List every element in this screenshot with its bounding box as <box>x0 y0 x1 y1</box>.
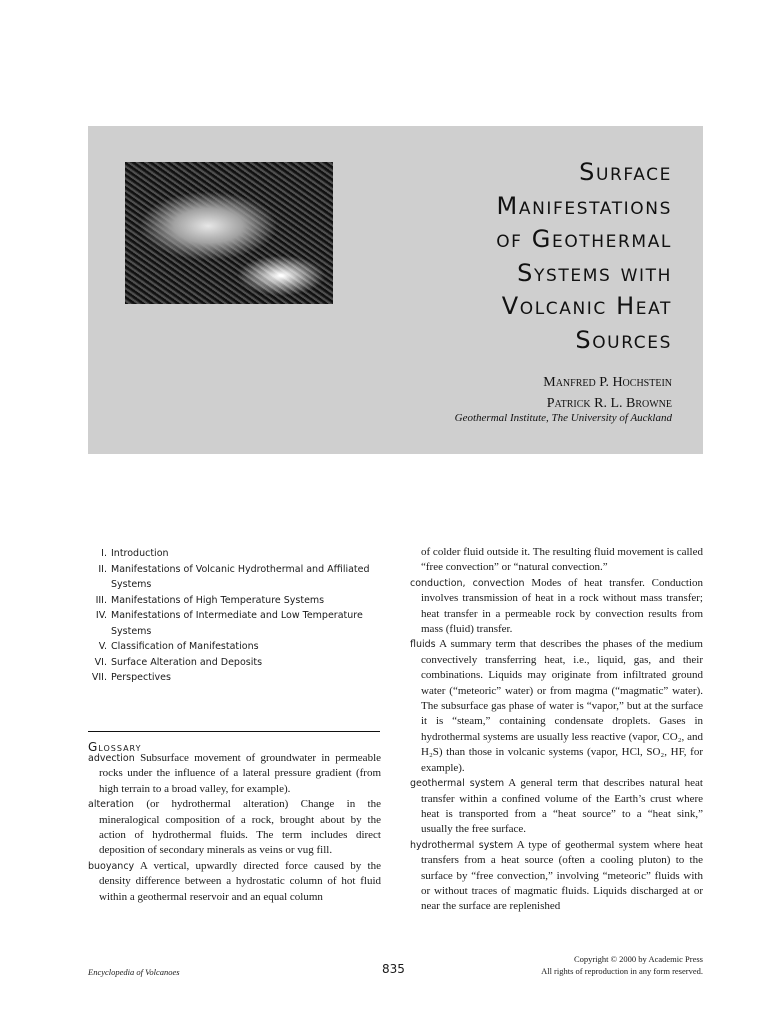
chapter-title <box>496 156 672 357</box>
glossary-term: fluids <box>410 639 436 651</box>
toc-label: Manifestations of Intermediate and Low Temperature Systems <box>111 610 363 637</box>
glossary-heading: Glossary <box>88 740 142 754</box>
toc-label: Introduction <box>111 548 169 559</box>
glossary-entry <box>410 776 703 838</box>
toc-item <box>88 546 380 562</box>
toc-number: I. <box>101 548 107 559</box>
title-line: Manifestations <box>496 191 672 220</box>
glossary-continuation: of colder fluid outside it. The resulting fluid movement is called “free convection” or “natural convection.” <box>421 546 703 574</box>
glossary-term: advection <box>88 753 135 764</box>
authors <box>543 372 672 414</box>
title-line: of Geothermal <box>496 225 672 253</box>
author: Patrick R. L. Browne <box>546 396 672 411</box>
toc-item <box>88 593 380 609</box>
toc-label: Manifestations of High Temperature Systems <box>111 594 325 606</box>
glossary-entry <box>410 576 703 638</box>
glossary-entry <box>88 797 381 859</box>
glossary-term: hydrothermal system <box>410 839 514 851</box>
glossary-definition: A type of geothermal system where heat transfers from a heat source (often a cooling pluton) to the surface by “free convection,” involving “meteoric” fluids with or without traces of magmatic fluids. Liquids discharged at or near the surface are replenished <box>421 838 703 913</box>
glossary-term: alteration <box>88 799 134 811</box>
toc-item <box>88 670 380 686</box>
glossary-term: conduction, convection <box>410 577 525 589</box>
title-line: Systems with <box>517 258 672 287</box>
title-line: Sources <box>575 325 672 354</box>
affiliation: Geothermal Institute, The University of Auckland <box>454 412 672 424</box>
glossary-entry <box>410 838 703 915</box>
toc-label: Manifestations of Volcanic Hydrothermal and Affiliated Systems <box>111 563 370 590</box>
journal-name: Encyclopedia of Volcanoes <box>88 967 180 977</box>
toc-number: V. <box>98 641 107 652</box>
glossary-column-left <box>88 751 381 905</box>
glossary-term: geothermal system <box>410 778 505 790</box>
table-of-contents <box>88 546 380 686</box>
author: Manfred P. Hochstein <box>543 375 672 390</box>
glossary-entry <box>410 637 703 776</box>
toc-number: IV. <box>95 610 107 621</box>
page-number: 835 <box>382 962 405 976</box>
glossary-definition: Modes of heat transfer. Conduction involves transmission of heat in a rock without mass transfer; heat transfer in a permeable rock by convection results from mass (fluid) transfer. <box>421 576 704 636</box>
glossary-definition: Subsurface movement of groundwater in permeable rocks under the influence of a lateral pressure gradient (from high terrain to a broad valley, for example). <box>99 752 382 795</box>
glossary-entry <box>88 751 381 797</box>
glossary-definition: A general term that describes natural heat transfer within a confined volume of the Earth’s crust where heat is transported from a “heat source” to a “heat sink,” usually the free surface. <box>421 777 703 836</box>
toc-label: Perspectives <box>111 672 171 683</box>
title-banner <box>88 126 703 454</box>
title-line: Surface <box>579 158 672 186</box>
glossary-term: buoyancy <box>88 860 135 872</box>
toc-number: VI. <box>94 656 107 668</box>
glossary-definition: (or hydrothermal alteration) Change in the mineralogical composition of a rock, brought about by the action of hydrothermal fluids. The term includes direct deposition of secondary minerals as veins or vug fill. <box>99 798 381 857</box>
glossary-column-right <box>410 545 703 915</box>
copyright-notice <box>541 953 703 977</box>
toc-item <box>88 562 380 593</box>
toc-label: Surface Alteration and Deposits <box>111 656 263 668</box>
toc-number: III. <box>95 594 107 606</box>
divider <box>88 731 380 732</box>
rights-line: All rights of reproduction in any form reserved. <box>541 966 703 976</box>
copyright-line: Copyright © 2000 by Academic Press <box>574 954 703 964</box>
toc-number: II. <box>98 563 107 575</box>
toc-item <box>88 639 380 655</box>
geothermal-photo <box>125 162 333 304</box>
toc-item <box>88 608 380 639</box>
toc-number: VII. <box>91 672 107 683</box>
title-line: Volcanic Heat <box>501 292 672 320</box>
toc-item <box>88 655 380 671</box>
glossary-entry <box>88 859 381 905</box>
glossary-definition: A summary term that describes the phases of the medium convectively transferring heat, i.e., liquid, gas, and their combinations. Liquids may originate from infiltrated ground water (“meteoric” water) or from magma (“magmatic” water). The subsurface gas phase of water is “vapor,” but at the surface it is “steam,” containing condensate droplets. Gases in hydrothermal systems are usually less reactive (vapor, CO₂, and H₂S) than those in volcanic systems (vapor, HCl, SO₂, HF, for example). <box>421 638 703 774</box>
glossary-definition: A vertical, upwardly directed force caused by the density difference between a hydrostatic column of hot fluid within a geothermal reservoir and an equal column <box>99 859 381 903</box>
toc-label: Classification of Manifestations <box>111 641 259 652</box>
